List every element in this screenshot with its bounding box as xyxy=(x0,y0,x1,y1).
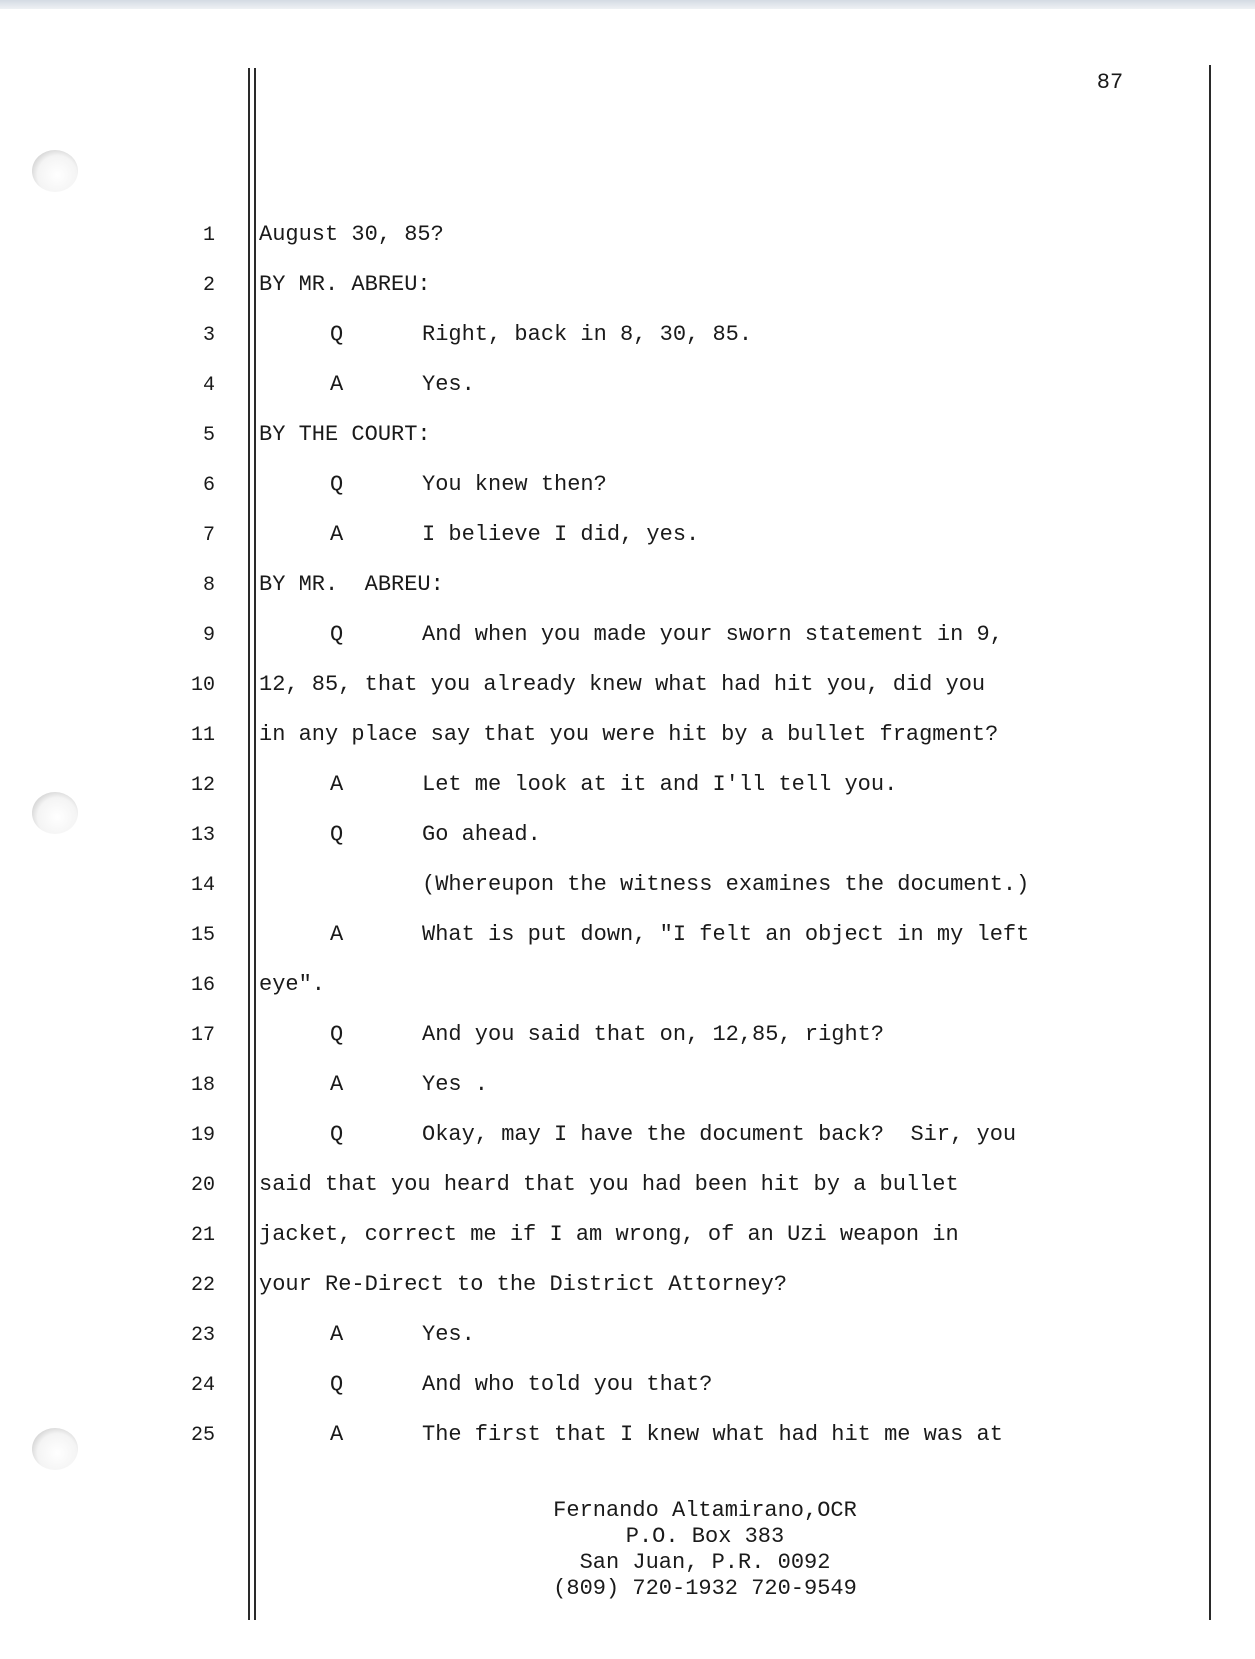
transcript-line-text: The first that I knew what had hit me was at xyxy=(422,1422,1003,1447)
speaker-marker: Q xyxy=(330,1122,344,1147)
right-margin-rule xyxy=(1209,65,1211,1620)
line-number: 5 xyxy=(202,424,215,447)
line-number: 23 xyxy=(190,1324,215,1347)
speaker-marker: Q xyxy=(330,472,344,497)
speaker-marker: A xyxy=(330,1072,344,1097)
binder-hole-bottom xyxy=(32,1428,78,1470)
speaker-marker: A xyxy=(330,1422,344,1447)
line-number: 16 xyxy=(190,974,215,997)
reporter-city: San Juan, P.R. 0092 xyxy=(579,1550,831,1575)
transcript-line-text: Okay, may I have the document back? Sir, you xyxy=(422,1122,1017,1147)
transcript-line-text: Right, back in 8, 30, 85. xyxy=(422,322,753,347)
transcript-line-text: (Whereupon the witness examines the document.) xyxy=(422,872,1030,897)
line-number: 4 xyxy=(202,374,215,397)
line-number: 19 xyxy=(190,1124,215,1147)
binder-hole-middle xyxy=(32,792,78,834)
reporter-footer xyxy=(470,1498,940,1602)
speaker-marker: A xyxy=(330,372,344,397)
page-number: 87 xyxy=(1096,70,1124,95)
transcript-line-text: BY MR. ABREU: xyxy=(259,572,444,597)
transcript-line-text: I believe I did, yes. xyxy=(422,522,700,547)
line-number: 3 xyxy=(202,324,215,347)
line-number: 11 xyxy=(190,724,215,747)
line-number: 9 xyxy=(202,624,215,647)
transcript-line-text: And who told you that? xyxy=(422,1372,713,1397)
transcript-line-text: And you said that on, 12,85, right? xyxy=(422,1022,885,1047)
line-number: 1 xyxy=(202,224,215,247)
line-number: 12 xyxy=(190,774,215,797)
speaker-marker: Q xyxy=(330,1022,344,1047)
transcript-line-text: August 30, 85? xyxy=(259,222,444,247)
line-number: 18 xyxy=(190,1074,215,1097)
line-number: 2 xyxy=(202,274,215,297)
line-number: 24 xyxy=(190,1374,215,1397)
speaker-marker: A xyxy=(330,922,344,947)
line-number: 25 xyxy=(190,1424,215,1447)
transcript-line-text: in any place say that you were hit by a bullet fragment? xyxy=(259,722,999,747)
line-number: 6 xyxy=(202,474,215,497)
transcript-line-text: 12, 85, that you already knew what had hit you, did you xyxy=(259,672,986,697)
line-number: 14 xyxy=(190,874,215,897)
line-number: 7 xyxy=(202,524,215,547)
binder-hole-top xyxy=(32,150,78,192)
transcript-line-text: What is put down, "I felt an object in my left xyxy=(422,922,1030,947)
line-number: 8 xyxy=(202,574,215,597)
transcript-line-text: said that you heard that you had been hit by a bullet xyxy=(259,1172,959,1197)
line-number: 22 xyxy=(190,1274,215,1297)
transcript-line-text: Yes . xyxy=(422,1072,489,1097)
transcript-line-text: Go ahead. xyxy=(422,822,541,847)
line-number: 13 xyxy=(190,824,215,847)
left-margin-rule-outer xyxy=(248,68,250,1620)
reporter-phones: (809) 720-1932 720-9549 xyxy=(553,1576,857,1601)
transcript-line-text: Yes. xyxy=(422,372,475,397)
line-number: 15 xyxy=(190,924,215,947)
speaker-marker: A xyxy=(330,522,344,547)
line-number: 17 xyxy=(190,1024,215,1047)
speaker-marker: A xyxy=(330,772,344,797)
left-margin-rule-inner xyxy=(254,68,256,1620)
top-edge-shadow xyxy=(0,0,1255,9)
speaker-marker: A xyxy=(330,1322,344,1347)
transcript-line-text: BY MR. ABREU: xyxy=(259,272,431,297)
line-number: 21 xyxy=(190,1224,215,1247)
reporter-po-box: P.O. Box 383 xyxy=(625,1524,785,1549)
transcript-line-text: And when you made your sworn statement in 9, xyxy=(422,622,1003,647)
speaker-marker: Q xyxy=(330,322,344,347)
speaker-marker: Q xyxy=(330,622,344,647)
transcript-line-text: You knew then? xyxy=(422,472,607,497)
transcript-line-text: BY THE COURT: xyxy=(259,422,431,447)
transcript-line-text: eye". xyxy=(259,972,326,997)
line-number: 20 xyxy=(190,1174,215,1197)
speaker-marker: Q xyxy=(330,822,344,847)
transcript-line-text: your Re-Direct to the District Attorney? xyxy=(259,1272,788,1297)
line-number: 10 xyxy=(190,674,215,697)
speaker-marker: Q xyxy=(330,1372,344,1397)
transcript-line-text: Let me look at it and I'll tell you. xyxy=(422,772,898,797)
transcript-line-text: Yes. xyxy=(422,1322,475,1347)
reporter-name: Fernando Altamirano,OCR xyxy=(553,1498,857,1523)
transcript-line-text: jacket, correct me if I am wrong, of an Uzi weapon in xyxy=(259,1222,959,1247)
